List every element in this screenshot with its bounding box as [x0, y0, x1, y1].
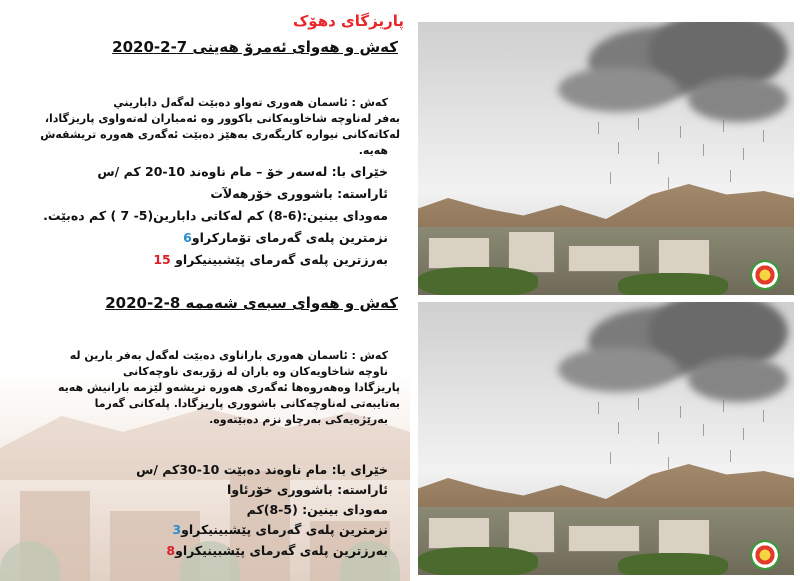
day1-max-value: 15	[153, 252, 171, 267]
day1-line-3: لەکاتەکانی نیوارە کاریگەری بەهێز دەبێت ئەگەری هەورە تریشقەش	[40, 128, 400, 141]
day2-min-temp	[172, 522, 388, 537]
day2-max-value: 8	[166, 543, 176, 558]
day1-line-1: کەش : ئاسمان هەوری تەواو دەبێت لەگەل داباریني	[113, 96, 388, 109]
weather-photo-day2	[418, 302, 794, 575]
day2-direction: ئاراستە: باشووری خۆرئاوا	[227, 482, 388, 497]
day2-line-5: بەرێژەیەکی بەرچاو نزم دەبێتەوە.	[209, 413, 388, 426]
day1-wind: خێرای با: لەسەر خۆ – مام ناوەند 10-20 کم /س	[97, 164, 388, 179]
day1-min-value: 6	[183, 230, 192, 245]
day1-heading: کەش و هەوای ئەمرۆ هەینی 7-2-2020	[112, 38, 398, 56]
day2-line-3: پاریزگادا وەهەروەها ئەگەری هەورە تریشەو لێزمە بارانیش هەیە	[58, 381, 400, 394]
day2-min-value: 3	[172, 522, 182, 537]
day1-line-2: بەفر لەناوچە شاخاویەکانی باکوور وە ئەمباران لەتەواوی پاریزگادا،	[44, 112, 400, 125]
day1-min-label: نزمترین پلەی گەرمای تۆمارکراو	[191, 230, 388, 245]
day2-min-label: نزمترین پلەی گەرمای پێشبینیکراو	[181, 522, 388, 537]
governorate-title: پاریزگای دهۆک	[292, 12, 404, 30]
day2-max-temp	[166, 543, 388, 558]
logo-emblem	[750, 260, 780, 290]
day2-max-label: بەرزترین پلەی گەرمای پێشبینیکراو	[175, 543, 388, 558]
day2-visibility: مەودای بینین: (5-8)کم	[246, 502, 388, 517]
logo-emblem	[750, 540, 780, 570]
weather-photo-day1	[418, 22, 794, 295]
day2-wind: خێرای با: مام ناوەند دەبێت 10-30کم /س	[136, 462, 388, 477]
day1-line-4: هەیە.	[358, 144, 388, 157]
day1-direction: ئاراستە: باشووری خۆرهەلآت	[210, 186, 388, 201]
day1-max-label: بەرزترین پلەی گەرمای پێشبینیکراو	[170, 252, 388, 267]
day1-visibility: مەودای بینین:(6-8) کم لەکاتی دابارین(5- 7 ) کم دەبێت.	[43, 208, 388, 223]
day2-line-1: کەش : ئاسمان هەوری باراناوی دەبێت لەگەل بەفر بارین لە	[69, 349, 388, 362]
day1-min-temp	[183, 230, 388, 245]
day2-line-4: بەتایبەتی لەناوچەکانی باشووری پاریزگادا. پلەکانی گەرما	[94, 397, 400, 410]
day2-heading: کەش و هەوای سبەی شەممە 8-2-2020	[105, 294, 398, 312]
day2-line-2: ناوچە شاخاویەکان وە باران لە زۆربەی ناوچەکانی	[123, 365, 388, 378]
day1-max-temp	[153, 252, 388, 267]
